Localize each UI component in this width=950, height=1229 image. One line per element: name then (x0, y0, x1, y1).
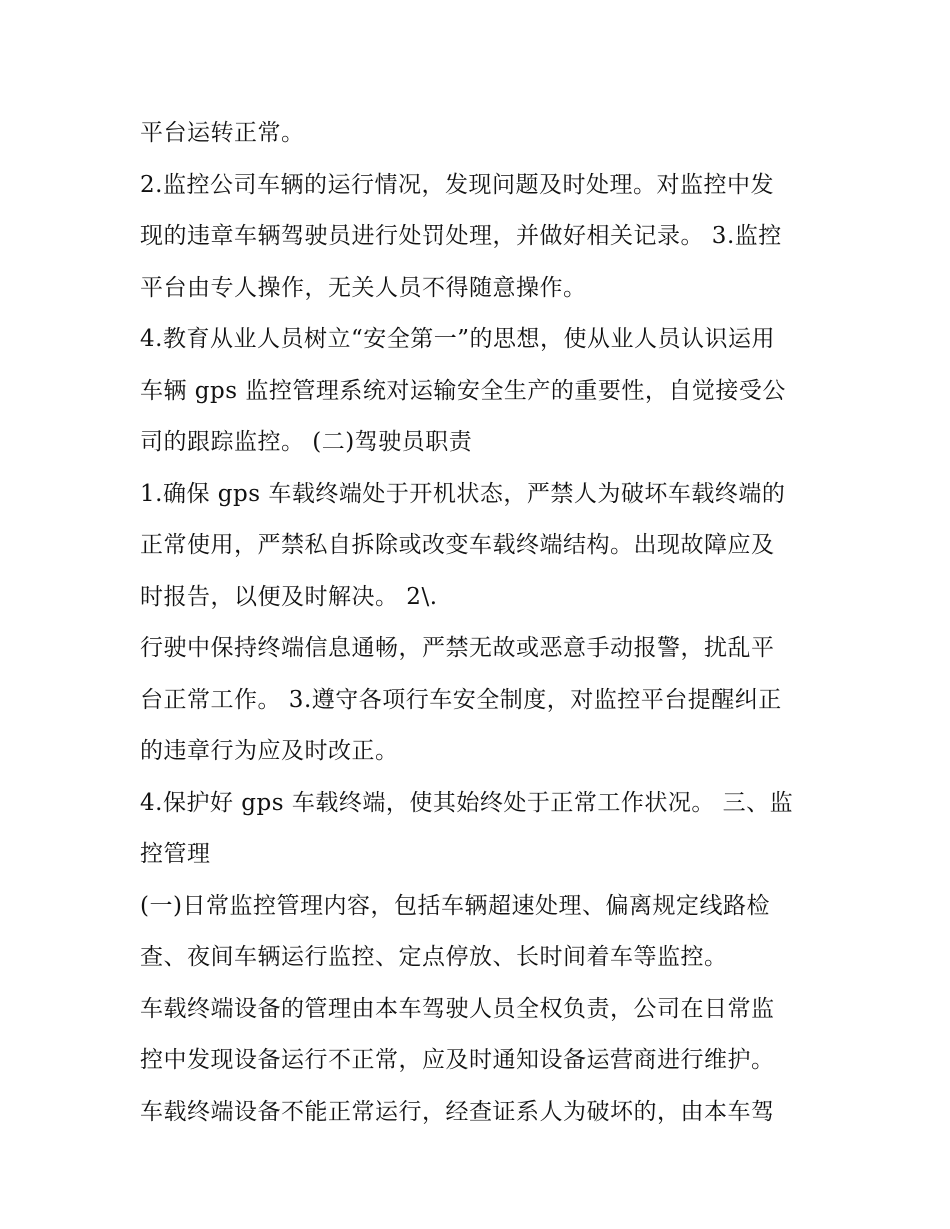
text-line: 4.保护好 gps 车载终端，使其始终处于正常工作状况。 三、监 (140, 789, 794, 816)
text-line: 正常使用，严禁私自拆除或改变车载终端结构。出现故障应及 (140, 532, 775, 558)
text-line: (一)日常监控管理内容，包括车辆超速处理、偏离规定线路检 (140, 892, 770, 919)
text-line: 控中发现设备运行不正常，应及时通知设备运营商进行维护。 (140, 1047, 775, 1073)
text-line: 4.教育从业人员树立“安全第一”的思想，使从业人员认识运用 (140, 326, 775, 352)
document-body (140, 108, 820, 1138)
text-line: 车载终端设备不能正常运行，经查证系人为破坏的，由本车驾 (140, 1098, 775, 1125)
text-line: 现的违章车辆驾驶员进行处罚处理，并做好相关记录。 3.监控 (140, 223, 782, 249)
text-line: 控管理 (140, 841, 211, 867)
text-line: 的违章行为应及时改正。 (140, 738, 399, 764)
text-line: 2.监控公司车辆的运行情况，发现问题及时处理。对监控中发 (140, 171, 774, 198)
text-line: 1.确保 gps 车载终端处于开机状态，严禁人为破坏车载终端的 (140, 480, 786, 507)
text-line: 查、夜间车辆运行监控、定点停放、长时间着车等监控。 (140, 944, 728, 970)
text-line: 平台运转正常。 (140, 120, 305, 146)
text-line: 司的跟踪监控。 (二)驾驶员职责 (140, 429, 473, 455)
text-line: 时报告，以便及时解决。 2\. (140, 583, 438, 610)
text-line: 平台由专人操作，无关人员不得随意操作。 (140, 274, 587, 301)
text-line: 台正常工作。 3.遵守各项行车安全制度，对监控平台提醒纠正 (140, 686, 782, 713)
text-line: 行驶中保持终端信息通畅，严禁无故或恶意手动报警，扰乱平 (140, 635, 775, 661)
text-line: 车辆 gps 监控管理系统对运输安全生产的重要性，自觉接受公 (140, 377, 786, 404)
text-line: 车载终端设备的管理由本车驾驶人员全权负责，公司在日常监 (140, 995, 775, 1022)
